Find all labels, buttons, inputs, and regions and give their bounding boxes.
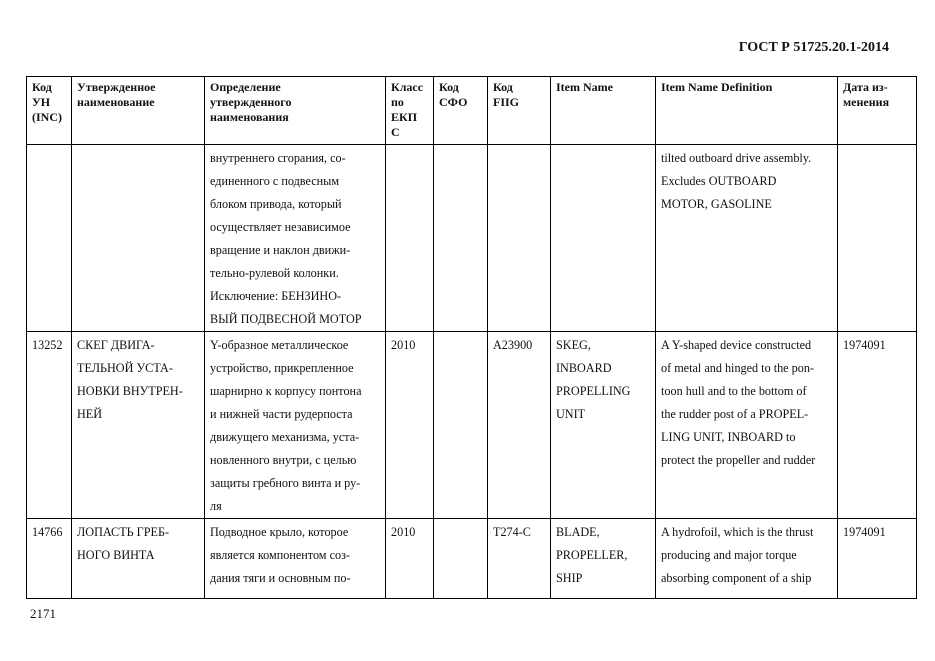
- cell-line: устройство, прикрепленное: [210, 361, 354, 375]
- cell-line: Excludes OUTBOARD: [661, 174, 777, 188]
- cell-line: осуществляет независимое: [210, 220, 351, 234]
- date-cell: [838, 332, 917, 519]
- cell-line: ТЕЛЬНОЙ УСТА-: [77, 361, 173, 375]
- cell-line: 1974091: [843, 525, 886, 539]
- cell-line: PROPELLING: [556, 384, 631, 398]
- cell-line: toon hull and to the bottom of: [661, 384, 807, 398]
- page-number: 2171: [30, 606, 56, 621]
- header-line: менения: [843, 95, 890, 109]
- cell-line: the rudder post of a PROPEL-: [661, 407, 809, 421]
- fiig-cell: [488, 519, 551, 599]
- item-definition-header: [656, 77, 838, 145]
- document-standard-number: ГОСТ Р 51725.20.1-2014: [738, 40, 889, 55]
- table-row: [27, 332, 917, 519]
- date-header: [838, 77, 917, 145]
- item-name-cell: [551, 145, 656, 332]
- inc-cell: [27, 145, 72, 332]
- cell-line: защиты гребного винта и ру-: [210, 476, 361, 490]
- cell-line: ля: [210, 499, 222, 513]
- cell-line: внутреннего сгорания, со-: [210, 151, 346, 165]
- cell-line: PROPELLER,: [556, 548, 628, 562]
- class-cell: [386, 145, 434, 332]
- cell-line: 2010: [391, 338, 416, 352]
- cell-line: of metal and hinged to the pon-: [661, 361, 814, 375]
- date-cell: [838, 145, 917, 332]
- item-definition-cell: [656, 145, 838, 332]
- definition-cell: [205, 332, 386, 519]
- cell-line: tilted outboard drive assembly.: [661, 151, 812, 165]
- cell-line: вращение и наклон движи-: [210, 243, 351, 257]
- cell-line: Исключение: БЕНЗИНО-: [210, 289, 342, 303]
- cell-line: 13252: [32, 338, 63, 352]
- cell-line: INBOARD: [556, 361, 612, 375]
- header-line: Дата из-: [843, 80, 888, 94]
- cell-line: producing and major torque: [661, 548, 797, 562]
- approved-name-cell: [72, 332, 205, 519]
- cell-line: блоком привода, который: [210, 197, 342, 211]
- cell-line: LING UNIT, INBOARD to: [661, 430, 796, 444]
- header-line: Утвержденное: [77, 80, 156, 94]
- cell-line: absorbing component of a ship: [661, 571, 812, 585]
- sfo-cell: [434, 519, 488, 599]
- table-header-row: [27, 77, 917, 145]
- cell-line: и нижней части рудерпоста: [210, 407, 353, 421]
- header-line: Код: [32, 80, 52, 94]
- header-line: по: [391, 95, 404, 109]
- header-line: наименование: [77, 95, 155, 109]
- cell-line: Y-образное металлическое: [210, 338, 349, 352]
- cell-line: UNIT: [556, 407, 586, 421]
- definition-header: [205, 77, 386, 145]
- definition-cell: [205, 519, 386, 599]
- inc-header: [27, 77, 72, 145]
- cell-line: 14766: [32, 525, 63, 539]
- header-line: СФО: [439, 95, 468, 109]
- inc-cell: [27, 519, 72, 599]
- cell-line: protect the propeller and rudder: [661, 453, 816, 467]
- class-cell: [386, 332, 434, 519]
- header-line: FIIG: [493, 95, 520, 109]
- cell-line: новленного внутри, с целью: [210, 453, 357, 467]
- header-line: С: [391, 125, 400, 139]
- date-cell: [838, 519, 917, 599]
- table-body: [27, 145, 917, 599]
- header-line: наименования: [210, 110, 289, 124]
- cell-line: A hydrofoil, which is the thrust: [661, 525, 814, 539]
- header-line: Код: [439, 80, 459, 94]
- item-name-cell: [551, 519, 656, 599]
- cell-line: 2010: [391, 525, 416, 539]
- header-line: Item Name Definition: [661, 80, 773, 94]
- cell-line: MOTOR, GASOLINE: [661, 197, 772, 211]
- cell-line: тельно-рулевой колонки.: [210, 266, 339, 280]
- item-name-cell: [551, 332, 656, 519]
- fiig-header: [488, 77, 551, 145]
- classification-table: [26, 76, 917, 599]
- cell-line: A23900: [493, 338, 533, 352]
- cell-line: 1974091: [843, 338, 886, 352]
- cell-line: ЛОПАСТЬ ГРЕБ-: [77, 525, 170, 539]
- sfo-cell: [434, 332, 488, 519]
- cell-line: движущего механизма, уста-: [210, 430, 360, 444]
- cell-line: SKEG,: [556, 338, 591, 352]
- table-row: [27, 145, 917, 332]
- sfo-cell: [434, 145, 488, 332]
- class-header: [386, 77, 434, 145]
- cell-line: SHIP: [556, 571, 583, 585]
- header-line: утвержденного: [210, 95, 292, 109]
- approved-name-cell: [72, 145, 205, 332]
- header-line: ЕКП: [391, 110, 418, 124]
- approved-name-header: [72, 77, 205, 145]
- cell-line: ВЫЙ ПОДВЕСНОЙ МОТОР: [210, 312, 362, 326]
- header-line: Код: [493, 80, 513, 94]
- table-row: [27, 519, 917, 599]
- cell-line: Подводное крыло, которое: [210, 525, 349, 539]
- item-definition-cell: [656, 519, 838, 599]
- item-name-header: [551, 77, 656, 145]
- sfo-header: [434, 77, 488, 145]
- cell-line: дания тяги и основным по-: [210, 571, 351, 585]
- cell-line: СКЕГ ДВИГА-: [77, 338, 155, 352]
- cell-line: является компонентом соз-: [210, 548, 350, 562]
- cell-line: BLADE,: [556, 525, 600, 539]
- fiig-cell: [488, 332, 551, 519]
- cell-line: T274-C: [493, 525, 531, 539]
- cell-line: НЕЙ: [77, 407, 103, 421]
- cell-line: НОВКИ ВНУТРЕН-: [77, 384, 183, 398]
- inc-cell: [27, 332, 72, 519]
- header-line: Item Name: [556, 80, 613, 94]
- header-line: Класс: [391, 80, 424, 94]
- definition-cell: [205, 145, 386, 332]
- item-definition-cell: [656, 332, 838, 519]
- approved-name-cell: [72, 519, 205, 599]
- cell-line: A Y-shaped device constructed: [661, 338, 812, 352]
- cell-line: шарнирно к корпусу понтона: [210, 384, 362, 398]
- class-cell: [386, 519, 434, 599]
- header-line: УН: [32, 95, 51, 109]
- header-line: Определение: [210, 80, 281, 94]
- cell-line: единенного с подвесным: [210, 174, 340, 188]
- fiig-cell: [488, 145, 551, 332]
- header-line: (INC): [32, 110, 62, 124]
- cell-line: НОГО ВИНТА: [77, 548, 155, 562]
